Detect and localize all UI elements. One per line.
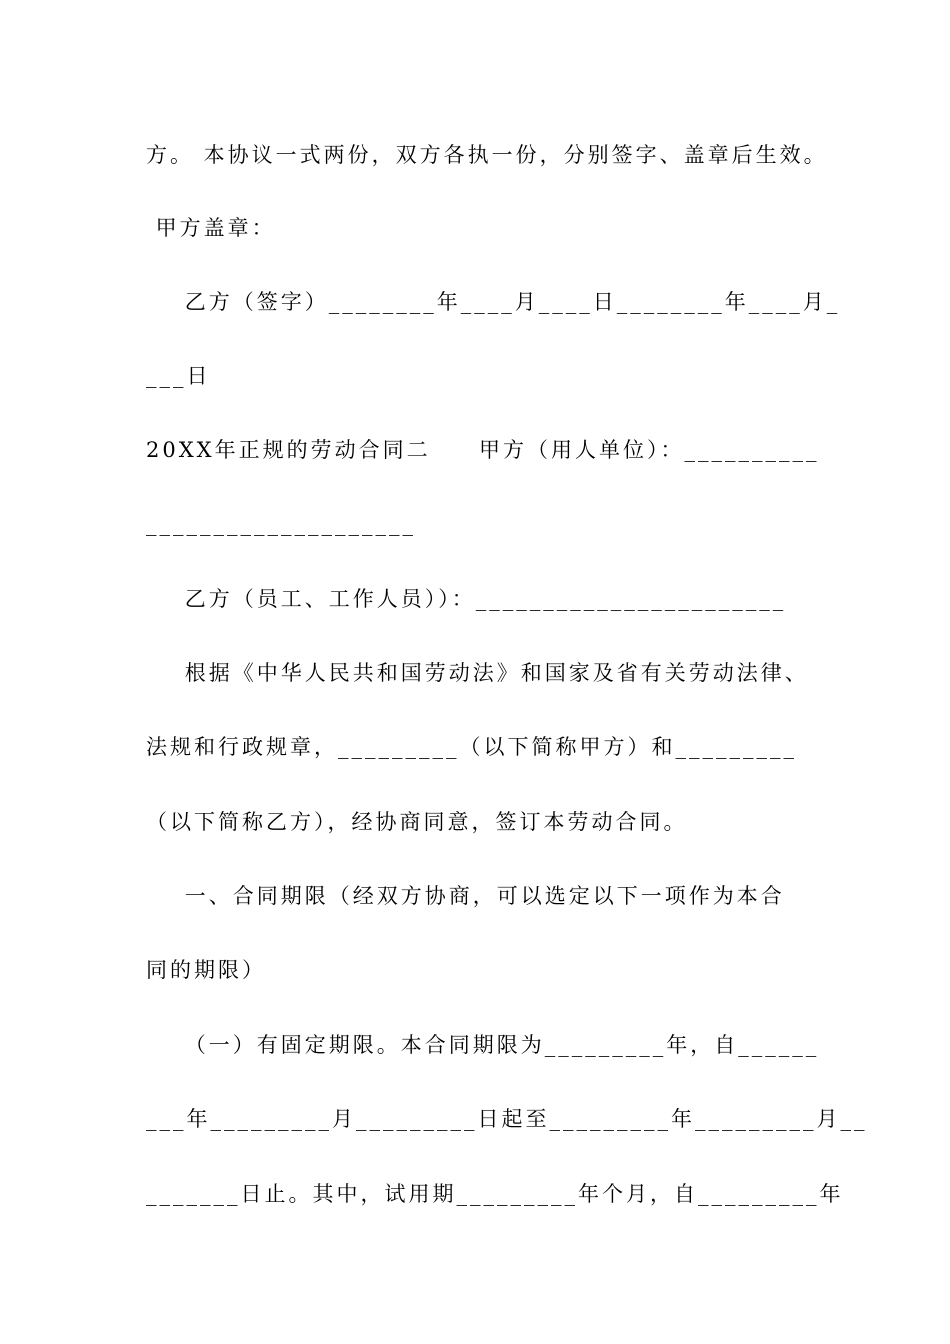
text-line-3: 乙方（签字）________年____月____日________年____月_ <box>146 290 841 314</box>
text-line-10: （以下简称乙方），经协商同意，签订本劳动合同。 <box>146 810 688 834</box>
text-line-1: 方。 本协议一式两份，双方各执一份，分别签字、盖章后生效。 <box>146 143 828 167</box>
text-line-2: 甲方盖章： <box>146 216 276 240</box>
text-line-15: _______日止。其中，试用期_________年个月，自_________年 <box>146 1182 844 1206</box>
text-line-4: ___日 <box>146 364 211 388</box>
text-line-9: 法规和行政规章，_________（以下简称甲方）和_________ <box>146 735 797 759</box>
text-line-7: 乙方（员工、工作人员））：_______________________ <box>146 587 787 611</box>
text-line-8: 根据《中华人民共和国劳动法》和国家及省有关劳动法律、 <box>146 661 809 685</box>
text-line-6: ____________________ <box>146 512 416 536</box>
text-line-14: ___年_________月_________日起至_________年_________月__ <box>146 1107 868 1131</box>
text-line-12: 同的期限） <box>146 958 266 982</box>
text-line-11: 一、合同期限（经双方协商，可以选定以下一项作为本合 <box>146 884 785 908</box>
text-line-5: 20XX年正规的劳动合同二 甲方（用人单位）：__________ <box>146 438 820 462</box>
text-line-13: （一）有固定期限。本合同期限为_________年，自______ <box>146 1033 820 1057</box>
